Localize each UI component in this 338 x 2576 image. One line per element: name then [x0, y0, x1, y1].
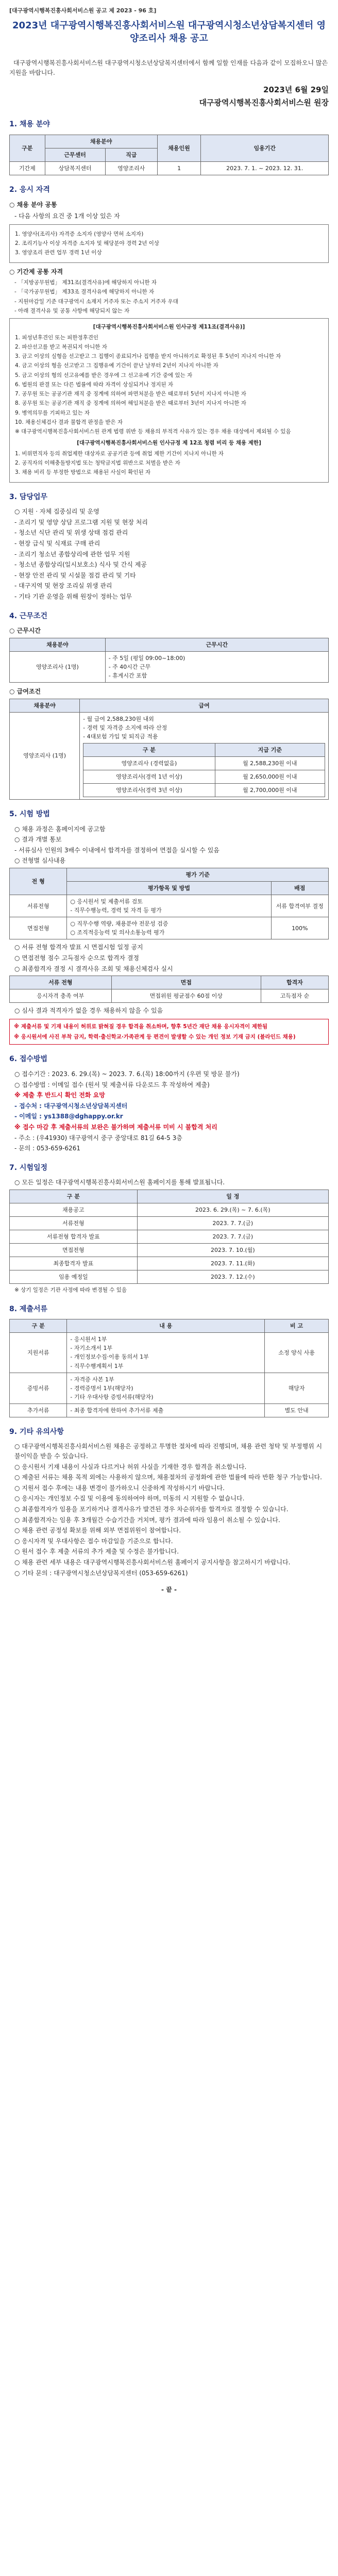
special-item: - 지원마감일 기준 대구광역시 소재지 거주자 또는 주소지 거주자 우대: [14, 298, 178, 305]
note-item: ○ 응시자는 개인정보 수집 및 이용에 동의하여야 하며, 미동의 시 지원할 수 없습니다.: [14, 1495, 245, 1502]
disq-item: 4. 금고 이상의 형을 선고받고 그 집행유예 기간이 끝난 날부터 2년이 지나지 아니한 자: [15, 362, 218, 369]
duty-item: - 현장 안전 관리 및 시설물 점검 관리 및 기타: [14, 571, 136, 579]
page-title: 2023년 대구광역시행복진흥사회서비스원 대구광역시청소년상담복지센터 영양조리사 채용 공고: [12, 20, 326, 44]
weight-cell: 응시자격 충족 여부: [10, 989, 112, 1003]
duty-item: - 현장 급식 및 식재료 구매 관리: [14, 539, 100, 547]
th-docs: 구 분: [10, 1319, 67, 1333]
apply-email[interactable]: - 이메일 : ys1388@dghappy.or.kr: [14, 1113, 123, 1120]
docs-cell: 지원서류: [10, 1333, 67, 1373]
schedule-cell: 서류전형 합격자 발표: [10, 1230, 138, 1244]
td-rank: 영양조리사: [105, 161, 157, 175]
section-1-title: 1. 채용 분야: [9, 120, 50, 129]
apply-warning: ※ 접수 마감 후 제출서류의 보완은 불가하며 제출서류 미비 시 불합격 처리: [14, 1123, 217, 1131]
note-item: ○ 최종합격자는 임용 후 3개월간 수습기간을 거치며, 평가 결과에 따라 임용이 취소될 수 있습니다.: [14, 1516, 280, 1524]
th-exam-sub: 배점: [271, 882, 328, 895]
td-wt-time: - 주 5일 (평일 09:00~18:00) - 주 40시간 근무 - 휴게시간 포함: [105, 651, 328, 682]
note-item: ○ 채용 관련 세부 내용은 대구광역시행복진흥사회서비스원 홈페이지 공지사항을 참고하시기 바랍니다.: [14, 1558, 291, 1566]
th-wt-field: 채용분야: [10, 638, 106, 651]
exam-notice: ○ 심사 결과 적격자가 없을 경우 채용하지 않을 수 있음: [14, 1007, 163, 1015]
exam-item: - 서류심사 인원의 3배수 이내에서 합격자를 결정하여 면접을 실시할 수 있음: [14, 846, 219, 854]
duty-item: - 조리기 청소년 종합상리에 관한 업무 지원: [14, 550, 130, 558]
section-8-title: 8. 제출서류: [9, 1304, 48, 1313]
docs-cell: - 자격증 사본 1부 - 경력증명서 1부(해당자) - 기타 우대사항 증빙서류(해당자): [67, 1373, 265, 1403]
integrity-title: [대구광역시행복진흥사회서비스원 인사규정 제 12조 청렴 비리 등 채용 제한]: [77, 440, 261, 447]
exam-note: ○ 최종합격자 결정 시 결격사유 조회 및 채용신체검사 실시: [14, 965, 173, 972]
th-pay-inner: 구 분: [83, 743, 215, 756]
section-9-title: 9. 기타 유의사항: [9, 1427, 64, 1436]
th-pay-inner: 지급 기준: [215, 743, 325, 756]
special-item: - 「지방공무원법」 제31조(결격사유)에 해당하지 아니한 자: [14, 279, 157, 286]
pay-inner-cell: 월 2,700,000원 이내: [215, 783, 325, 797]
apply-item: ○ 접수기간 : 2023. 6. 29.(목) ~ 2023. 7. 6.(목) 18:00까지 (우편 및 방문 불가): [14, 1070, 240, 1078]
common-item: 3. 영양조리 관련 업무 경력 1년 이상: [15, 250, 102, 256]
note-item: ○ 지원서 접수 후에는 내용 변경이 불가하오니 신중하게 작성하시기 바랍니다.: [14, 1484, 225, 1492]
th-rank: 직급: [105, 148, 157, 161]
apply-item: ※ 제출 후 반드시 확인 전화 요망: [14, 1092, 105, 1099]
note-item: ○ 채용 관련 공정성 확보를 위해 외부 면접위원이 참여합니다.: [14, 1527, 181, 1534]
th-exam-sub: 평가항목 및 방법: [67, 882, 271, 895]
schedule-cell: 서류전형: [10, 1217, 138, 1230]
th-weight: 면접: [111, 976, 261, 989]
exam-table: [9, 868, 329, 939]
disq-item: 3. 금고 이상의 실형을 선고받고 그 집행이 종료되거나 집행을 받지 아니하기로 확정된 후 5년이 지나지 아니한 자: [15, 353, 281, 360]
integrity-item: 3. 채용 비리 등 부정한 방법으로 채용된 사실이 확인된 자: [15, 469, 151, 476]
disq-item: 1. 피성년후견인 또는 피한정후견인: [15, 334, 99, 341]
th-pay-field: 채용분야: [10, 699, 80, 712]
exam-note: ○ 면접전형 점수 고득점자 순으로 합격자 결정: [14, 954, 140, 962]
th-weight: 합격자: [261, 976, 328, 989]
section-3-title: 3. 담당업무: [9, 492, 48, 501]
th-wt-time: 근무시간: [105, 638, 328, 651]
duty-item: - 기타 기관 운영을 위해 원장이 정하는 업무: [14, 592, 132, 600]
schedule-cell: 2023. 7. 11.(화): [137, 1257, 328, 1270]
weight-cell: 면접위원 평균점수 60점 이상: [111, 989, 261, 1003]
weight-cell: 고득점자 순: [261, 989, 328, 1003]
th-exam: 평가 기준: [67, 868, 329, 882]
warning-text: ※ 제출서류 및 기재 내용이 허위로 밝혀질 경우 합격을 취소하며, 향후 5년간 재단 채용 응시자격이 제한됨: [14, 1023, 268, 1030]
schedule-cell: 2023. 6. 29.(목) ~ 7. 6.(목): [137, 1203, 328, 1217]
schedule-cell: 2023. 7. 10.(월): [137, 1244, 328, 1257]
pay-inner-cell: 월 2,650,000원 이내: [215, 770, 325, 783]
th-field: 채용분야: [45, 135, 157, 148]
disq-item: 9. 병역의무를 기피하고 있는 자: [15, 409, 90, 416]
disq-item: 2. 파산선고를 받고 복권되지 아니한 자: [15, 343, 107, 350]
schedule-intro: ○ 모든 일정은 대구광역시행복진흥사회서비스원 홈페이지를 통해 발표됩니다.: [14, 1179, 225, 1186]
section-4-title: 4. 근무조건: [9, 612, 48, 620]
schedule-cell: 2023. 7. 12.(수): [137, 1270, 328, 1284]
duty-item: ○ 지원 · 자체 집중심리 및 운영: [14, 508, 99, 516]
note-item: ○ 응시자격 및 우대사항은 접수 마감일을 기준으로 합니다.: [14, 1537, 173, 1545]
disq-note: ※ 대구광역시행복진흥사회서비스원 관계 법령 위반 등 채용의 부적격 사유가 있는 경우 채용 대상에서 제외될 수 있음: [15, 428, 291, 435]
th-count: 채용인원: [157, 135, 201, 161]
exam-cell: ○ 응시원서 및 제출서류 검토 - 직무수행능력, 경력 및 자격 등 평가: [67, 895, 271, 917]
exam-cell: 면접전형: [10, 917, 67, 939]
notice-number: [대구광역시행복진흥사회서비스원 공고 제 2023 - 96 호]: [9, 7, 157, 14]
common-box: [9, 224, 329, 263]
pay-line: - 경력 및 자격증 소지에 따라 산정: [83, 724, 167, 731]
special-title: ○ 기간제 공통 자격: [9, 268, 63, 275]
td-period: 2023. 7. 1. ~ 2023. 12. 31.: [201, 161, 329, 175]
exam-cell: ○ 직무수행 역량, 채용분야 전문성 검증 ○ 조직적응능력 및 의사소통능력 평가: [67, 917, 271, 939]
special-item: - 아래 결격사유 및 공통 사항에 해당되지 않는 자: [14, 308, 130, 314]
integrity-item: 1. 비위면직자 등의 취업제한 대상자로 공공기관 등에 취업 제한 기간이 지나지 아니한 자: [15, 450, 224, 457]
docs-cell: - 응시원서 1부 - 자기소개서 1부 - 개인정보수집·이용 동의서 1부 - 직무수행계획서 1부: [67, 1333, 265, 1373]
th-period: 임용기간: [201, 135, 329, 161]
schedule-cell: 채용공고: [10, 1203, 138, 1217]
pay-inner-cell: 영양조리사(경력 1년 이상): [83, 770, 215, 783]
schedule-cell: 2023. 7. 7.(금): [137, 1230, 328, 1244]
th-type: 구분: [10, 135, 45, 161]
note-item: ○ 제출된 서류는 채용 목적 외에는 사용하지 않으며, 채용절차의 공정화에 관한 법률에 따라 반환 청구 가능합니다.: [14, 1474, 322, 1481]
th-docs: 내 용: [67, 1319, 265, 1333]
exam-item: ○ 채용 과정은 홈페이지에 공고함: [14, 825, 106, 833]
th-docs: 비 고: [265, 1319, 329, 1333]
warning-box: [9, 1019, 329, 1045]
weight-table: [9, 976, 329, 1003]
pay-table: [9, 699, 329, 800]
disqualification-box: [9, 318, 329, 482]
section-2-title: 2. 응시 자격: [9, 185, 50, 194]
section-7-title: 7. 시험일정: [9, 1163, 48, 1172]
pay-line: - 월 급여 2,588,230원 내외: [83, 715, 154, 722]
worktime-table: [9, 638, 329, 683]
td-pay-detail: [80, 712, 329, 799]
disq-item: 7. 공무원 또는 공공기관 재직 중 징계에 의하여 파면처분을 받은 때로부터 5년이 지나지 아니한 자: [15, 391, 246, 398]
docs-cell: 추가서류: [10, 1403, 67, 1417]
th-center: 근무센터: [45, 148, 105, 161]
pay-inner-cell: 월 2,588,230원 이내: [215, 756, 325, 770]
schedule-cell: 2023. 7. 7.(금): [137, 1217, 328, 1230]
apply-contact: - 문의 : 053-659-6261: [14, 1145, 81, 1152]
td-pay-field: 영양조리사 (1명): [10, 712, 80, 799]
pay-line: - 4대보험 가입 및 퇴직금 적용: [83, 733, 158, 740]
section-6-title: 6. 접수방법: [9, 1055, 48, 1064]
td-center: 상담복지센터: [45, 161, 105, 175]
apply-address: - 주소 : (우41930) 대구광역시 중구 중앙대로 81길 64-5 3층: [14, 1134, 182, 1142]
apply-item: ○ 접수방법 : 이메일 접수 (원서 및 제출서류 다운로드 후 작성하여 제출): [14, 1081, 210, 1088]
recruit-field-table: [9, 135, 329, 175]
th-weight: 서류 전형: [10, 976, 112, 989]
exam-cell: 서류전형: [10, 895, 67, 917]
pay-inner-cell: 영양조리사(경력 3년 이상): [83, 783, 215, 797]
th-exam: 전 형: [10, 868, 67, 895]
schedule-cell: 면접전형: [10, 1244, 138, 1257]
schedule-note: ※ 상기 일정은 기관 사정에 따라 변경될 수 있음: [14, 1287, 127, 1294]
disqualification-title: [대구광역시행복진흥사회서비스원 인사규정 제11조(결격사유)]: [93, 324, 245, 331]
th-schedule: 일 정: [137, 1190, 328, 1203]
exam-cell: 100%: [271, 917, 328, 939]
disq-item: 5. 금고 이상의 형의 선고유예를 받은 경우에 그 선고유예 기간 중에 있는 자: [15, 372, 193, 378]
docs-cell: 해당자: [265, 1373, 329, 1403]
td-type: 기간제: [10, 161, 45, 175]
notice-date: 2023년 6월 29일: [263, 85, 329, 94]
docs-cell: - 최종 합격자에 한하여 추가서류 제출: [67, 1403, 265, 1417]
note-item: ○ 원서 접수 후 제출 서류의 추가 제출 및 수정은 불가합니다.: [14, 1548, 179, 1556]
docs-cell: 증빙서류: [10, 1373, 67, 1403]
duty-item: - 청소년 식단 관리 및 위생 상태 점검 관리: [14, 529, 128, 537]
schedule-cell: 임용 예정일: [10, 1270, 138, 1284]
documents-table: [9, 1319, 329, 1417]
duty-item: - 청소년 종합상리(일시보호소) 식사 및 간식 제공: [14, 561, 147, 569]
duty-item: - 대구지역 및 현장 조리실 위생 관리: [14, 582, 112, 590]
notice-org: 대구광역시행복진흥사회서비스원 원장: [199, 97, 329, 107]
exam-cell: 서류 합격여부 결정: [271, 895, 328, 917]
pay-inner-table: [83, 743, 325, 797]
common-item: 2. 조리기능사 이상 자격증 소지자 및 해당분야 경력 2년 이상: [15, 240, 160, 247]
disq-item: 8. 공무원 또는 공공기관 재직 중 징계에 의하여 해임처분을 받은 때로부터 3년이 지나지 아니한 자: [15, 400, 246, 407]
disq-item: 6. 법원의 판결 또는 다른 법률에 따라 자격이 상실되거나 정지된 자: [15, 381, 174, 388]
td-wt-field: 영양조리사 (1명): [10, 651, 106, 682]
exam-item: ○ 전형별 심사내용: [14, 857, 66, 865]
schedule-table: [9, 1190, 329, 1284]
integrity-item: 2. 공직자의 이해충돌방지법 또는 청탁금지법 위반으로 처벌을 받은 자: [15, 459, 180, 466]
note-item: ○ 대구광역시행복진흥사회서비스원 채용은 공정하고 투명한 절차에 따라 진행되며, 채용 관련 청탁 및 부정행위 시 불이익을 받을 수 있습니다.: [14, 1443, 323, 1460]
common-title: ○ 채용 분야 공통: [9, 201, 57, 208]
duty-item: - 조리기 및 영양 상담 프로그램 지원 및 현장 처리: [14, 518, 148, 526]
apply-place: - 접수처 : 대구광역시청소년상담복지센터: [14, 1102, 128, 1110]
td-count: 1: [157, 161, 201, 175]
th-pay: 급여: [80, 699, 329, 712]
schedule-cell: 최종합격자 발표: [10, 1257, 138, 1270]
disq-item: 10. 채용신체검사 결과 불합격 판정을 받은 자: [15, 419, 123, 425]
pay-inner-cell: 영양조리사 (경력없음): [83, 756, 215, 770]
special-item: - 「국가공무원법」 제33조 결격사유에 해당하지 아니한 자: [14, 289, 155, 295]
intro-text: 대구광역시행복진흥사회서비스원 대구광역시청소년상담복지센터에서 함께 일할 인재를 다음과 같이 모집하오니 많은 지원을 바랍니다.: [9, 59, 328, 77]
note-item: ○ 기타 문의 : 대구광역시청소년상담복지센터 (053-659-6261): [14, 1569, 188, 1577]
end-mark: - 끝 -: [161, 1586, 177, 1594]
section-5-title: 5. 시험 방법: [9, 810, 50, 818]
docs-cell: 소정 양식 사용: [265, 1333, 329, 1373]
worktime-title: ○ 근무시간: [9, 627, 41, 635]
common-intro: - 다음 사항의 요건 중 1개 이상 있은 자: [14, 212, 120, 220]
exam-note: ○ 서류 전형 합격자 발표 시 면접시험 일정 공지: [14, 944, 143, 951]
th-schedule: 구 분: [10, 1190, 138, 1203]
pay-title: ○ 급여조건: [9, 688, 41, 696]
warning-text: ※ 응시원서에 사진 부착 금지, 학력·출신학교·가족관계 등 편견이 발생할 수 있는 개인 정보 기재 금지 (블라인드 채용): [14, 1034, 296, 1041]
note-item: ○ 응시원서 기재 내용이 사실과 다르거나 허위 사실을 기재한 경우 합격을 취소합니다.: [14, 1463, 247, 1471]
docs-cell: 별도 안내: [265, 1403, 329, 1417]
note-item: ○ 최종합격자가 임용을 포기하거나 결격사유가 발견된 경우 차순위자를 합격자로 결정할 수 있습니다.: [14, 1506, 289, 1513]
common-item: 1. 영양사(조리사) 자격증 소지자 (영양사 면허 소지자): [15, 230, 144, 237]
exam-item: ○ 결과 개별 통보: [14, 836, 62, 844]
